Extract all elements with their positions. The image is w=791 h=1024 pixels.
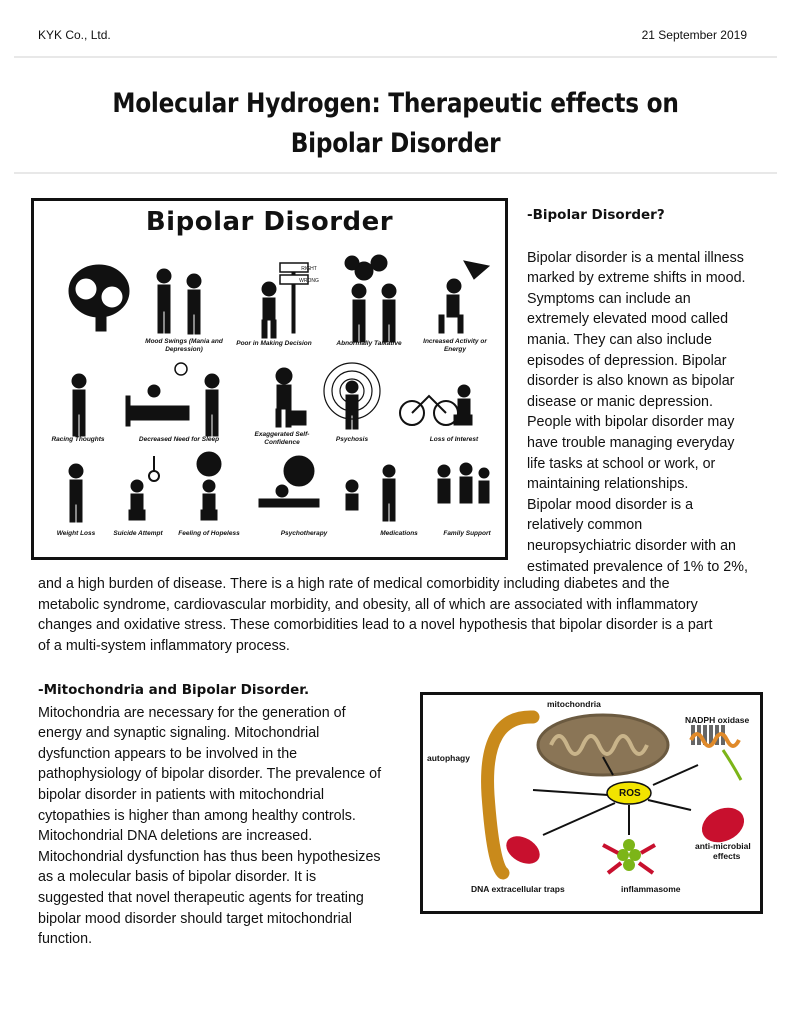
- bipolar-infographic: [31, 198, 508, 560]
- label-nadph-oxidase: NADPH oxidase: [685, 715, 750, 725]
- caption-poor-decision: Poor in Making Decision: [236, 340, 312, 347]
- mitochondria-line: Mitochondrial dysfunction has thus been hypothesizes: [38, 848, 381, 865]
- mitochondria-line: cytopathies is higher than among healthy controls.: [38, 807, 356, 824]
- bipolar-narrow-line: maintaining relationships.: [527, 476, 689, 493]
- bipolar-narrow-line: estimated prevalence of 1% to 2%,: [527, 558, 748, 575]
- caption-hopeless: Feeling of Hopeless: [178, 530, 240, 537]
- page-title: Molecular Hydrogen: Therapeutic effects on Bipolar Disorder: [112, 88, 679, 159]
- mitochondria-line: bipolar mood disorder should target mitochondrial: [38, 910, 352, 927]
- caption-talkative: Abnormally Talkative: [336, 340, 402, 347]
- mitochondria-line: pathophysiology of bipolar disorder. The prevalence of: [38, 766, 382, 783]
- caption-psychotherapy: Psychotherapy: [280, 530, 328, 537]
- mitochondria-line: Mitochondria are necessary for the generation of: [38, 704, 346, 721]
- caption-increased-activity: Increased Activity or Energy: [423, 338, 487, 353]
- caption-psychosis: Psychosis: [335, 436, 369, 443]
- mitochondria-line: as a molecular basis of bipolar disorder. It is: [38, 869, 317, 886]
- bipolar-narrow-line: People with bipolar disorder may: [527, 414, 735, 431]
- title-divider: [14, 172, 777, 174]
- bipolar-narrow-line: episodes of depression. Bipolar: [527, 352, 727, 369]
- mitochondria-line: Mitochondrial DNA deletions are increased.: [38, 828, 313, 845]
- label-ros: ROS: [619, 788, 641, 799]
- caption-decreased-sleep: Decreased Need for Sleep: [138, 436, 220, 443]
- header-divider: [14, 56, 777, 58]
- caption-suicide-attempt: Suicide Attempt: [113, 530, 163, 537]
- label-mitochondria: mitochondria: [547, 699, 601, 709]
- bipolar-narrow-line: have trouble managing everyday: [527, 434, 735, 451]
- label-anti-microbial: anti-microbial: [695, 841, 751, 851]
- caption-weight-loss: Weight Loss: [56, 530, 96, 537]
- label-autophagy: autophagy: [427, 753, 470, 763]
- bipolar-wide-line: changes and oxidative stress. These comorbidities lead to a novel hypothesis that bipolar disorder is a part: [38, 617, 713, 634]
- caption-family-support: Family Support: [443, 530, 491, 537]
- mitochondria-line: dysfunction appears to be involved in the: [38, 745, 298, 762]
- mitochondria-shape: [538, 715, 668, 775]
- infographic-title: Bipolar Disorder: [145, 207, 394, 237]
- document-date: 21 September 2019: [641, 28, 747, 42]
- ros-diagram: [420, 692, 763, 914]
- label-effects: effects: [713, 851, 741, 861]
- bipolar-narrow-line: marked by extreme shifts in mood.: [527, 270, 746, 287]
- bipolar-narrow-line: Bipolar mood disorder is a: [527, 496, 694, 513]
- caption-loss-of-interest: Loss of Interest: [429, 436, 479, 443]
- sign-right-text: RIGHT: [301, 266, 317, 272]
- caption-mood-swings: Mood Swings (Mania and Depression): [145, 338, 223, 353]
- company-name: KYK Co., Ltd.: [38, 28, 111, 42]
- label-dna-traps: DNA extracellular traps: [471, 884, 565, 894]
- bipolar-narrow-line: mania. They can also include: [527, 331, 712, 348]
- caption-self-confidence: Exaggerated Self-Confidence: [254, 431, 310, 446]
- bipolar-narrow-line: relatively common: [527, 517, 643, 534]
- label-inflammasome: inflammasome: [621, 884, 681, 894]
- section-bipolar-narrow: [527, 205, 777, 577]
- bipolar-wide-line: and a high burden of disease. There is a high rate of medical comorbidity including diabetes and the: [38, 576, 670, 592]
- bipolar-narrow-line: Bipolar disorder is a mental illness: [527, 249, 744, 266]
- section-heading-mitochondria: -Mitochondria and Bipolar Disorder.: [38, 682, 310, 698]
- bipolar-narrow-line: life tasks at school or work, or: [527, 455, 716, 472]
- caption-racing-thoughts: Racing Thoughts: [51, 436, 105, 443]
- mitochondria-line: energy and synaptic signaling. Mitochondrial: [38, 725, 320, 742]
- mitochondria-line: bipolar disorder in patients with mitochondrial: [38, 786, 325, 803]
- bipolar-narrow-line: neuropsychiatric disorder with an: [527, 537, 736, 554]
- mitochondria-paragraph: [38, 703, 418, 950]
- bipolar-wide-line: metabolic syndrome, cardiovascular morbidity, and obesity, all of which are associated with inflammatory: [38, 596, 698, 613]
- bipolar-paragraph-wide: [38, 574, 778, 656]
- bipolar-narrow-line: Symptoms can include an: [527, 290, 691, 307]
- bipolar-narrow-line: extremely elevated mood called: [527, 311, 729, 328]
- section-heading-bipolar: -Bipolar Disorder?: [527, 207, 665, 223]
- section-mitochondria: [38, 680, 418, 950]
- bipolar-wide-line: of a multi-system inflammatory process.: [38, 637, 290, 654]
- pictogram-icons: [34, 201, 505, 557]
- ros-diagram-drawing: [423, 695, 760, 911]
- caption-medications: Medications: [380, 530, 418, 537]
- bipolar-paragraph-narrow: [527, 248, 777, 578]
- mitochondria-line: function.: [38, 931, 93, 948]
- bipolar-narrow-line: disease or manic depression.: [527, 393, 713, 410]
- bipolar-narrow-line: disorder is also known as bipolar: [527, 373, 735, 390]
- sign-wrong-text: WRONG: [299, 278, 319, 284]
- mitochondria-line: suggested that novel therapeutic agents for treating: [38, 889, 364, 906]
